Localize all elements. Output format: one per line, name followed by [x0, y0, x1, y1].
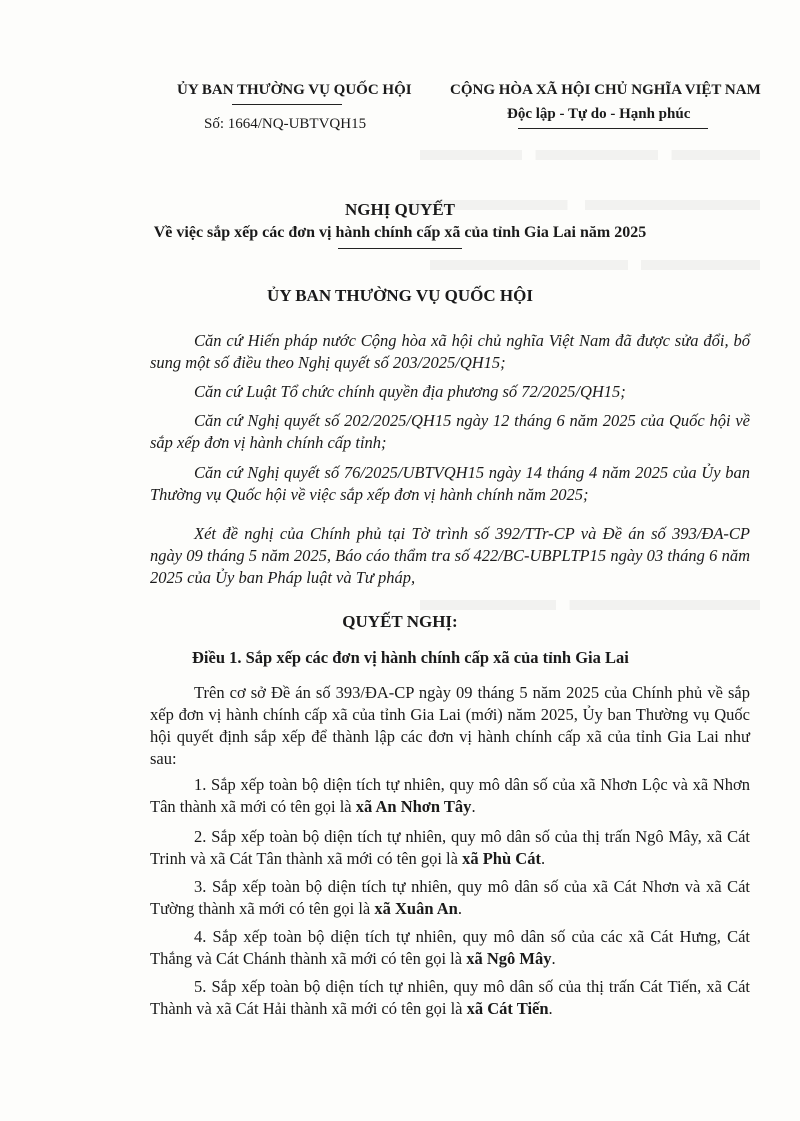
issuer-heading: ỦY BAN THƯỜNG VỤ QUỐC HỘI	[267, 286, 533, 305]
new-commune-name: xã Phù Cát	[462, 849, 541, 868]
article-1-item-3: 3. Sắp xếp toàn bộ diện tích tự nhiên, quy mô dân số của xã Cát Nhơn và xã Cát Tường thành xã mới có tên gọi là xã Xuân An.	[150, 877, 750, 918]
new-commune-name: xã Cát Tiến	[466, 999, 549, 1018]
document-number: Số: 1664/NQ-UBTVQH15	[204, 116, 367, 132]
basis-resolution-76: Căn cứ Nghị quyết số 76/2025/UBTVQH15 ngày 14 tháng 4 năm 2025 của Ủy ban Thường vụ Quốc hội về việc sắp xếp đơn vị hành chính năm 2025;	[150, 463, 750, 504]
article-1-item-5: 5. Sắp xếp toàn bộ diện tích tự nhiên, quy mô dân số của thị trấn Cát Tiến, xã Cát Thành và xã Cát Hải thành xã mới có tên gọi là xã Cát Tiến.	[150, 977, 750, 1018]
title-underline	[338, 248, 462, 249]
new-commune-name: xã Xuân An	[374, 899, 458, 918]
document-title: NGHỊ QUYẾT	[344, 200, 456, 219]
resolve-heading: QUYẾT NGHỊ:	[342, 612, 458, 631]
basis-government-proposal: Xét đề nghị của Chính phủ tại Tờ trình số 392/TTr-CP và Đề án số 393/ĐA-CP ngày 09 tháng 5 năm 2025, Báo cáo thẩm tra số 422/BC-UBPLTP15 ngày 03 tháng 6 năm 2025 của Ủy ban Pháp luật và Tư pháp,	[150, 524, 750, 587]
article-1-item-4: 4. Sắp xếp toàn bộ diện tích tự nhiên, quy mô dân số của các xã Cát Hưng, Cát Thắng và Cát Chánh thành xã mới có tên gọi là xã Ngô Mây.	[150, 927, 750, 968]
national-motto: Độc lập - Tự do - Hạnh phúc	[507, 106, 691, 122]
document-subtitle: Về việc sắp xếp các đơn vị hành chính cấp xã của tỉnh Gia Lai năm 2025	[153, 224, 647, 241]
basis-local-gov-law: Căn cứ Luật Tổ chức chính quyền địa phương số 72/2025/QH15;	[194, 382, 626, 401]
article-1-intro: Trên cơ sở Đề án số 393/ĐA-CP ngày 09 tháng 5 năm 2025 của Chính phủ về sắp xếp đơn vị hành chính cấp xã của tỉnh Gia Lai (mới) năm 2025, Ủy ban Thường vụ Quốc hội quyết định sắp xếp để thành lập các đơn vị hành chính cấp xã của tỉnh Gia Lai như sau:	[150, 683, 750, 768]
agency-name: ỦY BAN THƯỜNG VỤ QUỐC HỘI	[177, 82, 412, 98]
national-title: CỘNG HÒA XÃ HỘI CHỦ NGHĨA VIỆT NAM	[450, 82, 761, 98]
article-1-heading: Điều 1. Sắp xếp các đơn vị hành chính cấp xã của tỉnh Gia Lai	[192, 648, 629, 667]
motto-underline	[518, 128, 708, 129]
article-1-item-1: 1. Sắp xếp toàn bộ diện tích tự nhiên, quy mô dân số của xã Nhơn Lộc và xã Nhơn Tân thành xã mới có tên gọi là xã An Nhơn Tây.	[150, 775, 750, 816]
basis-resolution-202: Căn cứ Nghị quyết số 202/2025/QH15 ngày 12 tháng 6 năm 2025 của Quốc hội về sắp xếp đơn vị hành chính cấp tỉnh;	[150, 411, 750, 452]
new-commune-name: xã An Nhơn Tây	[355, 797, 472, 816]
new-commune-name: xã Ngô Mây	[466, 949, 552, 968]
agency-underline	[232, 104, 342, 105]
article-1-item-2: 2. Sắp xếp toàn bộ diện tích tự nhiên, quy mô dân số của thị trấn Ngô Mây, xã Cát Trinh và xã Cát Tân thành xã mới có tên gọi là xã Phù Cát.	[150, 827, 750, 868]
basis-constitution: Căn cứ Hiến pháp nước Cộng hòa xã hội chủ nghĩa Việt Nam đã được sửa đổi, bổ sung một số điều theo Nghị quyết số 203/2025/QH15;	[150, 331, 750, 372]
